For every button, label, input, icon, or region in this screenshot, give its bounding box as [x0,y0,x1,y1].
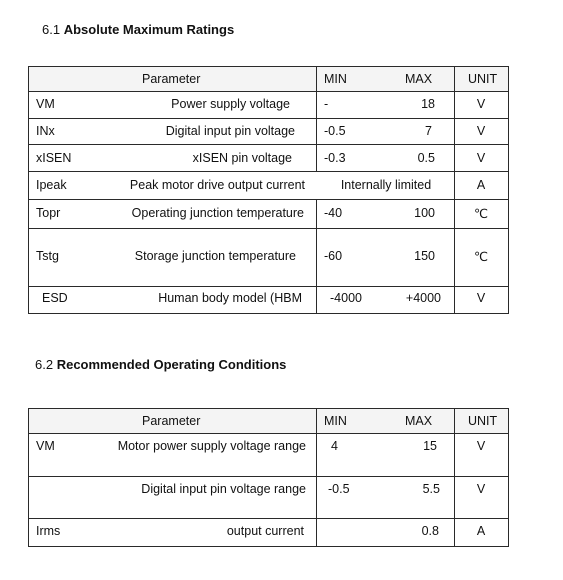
header-parameter: Parameter [142,72,201,86]
row-unit: V [476,291,486,305]
row-parameter: Human body model (HBM [158,291,302,305]
row-parameter: Peak motor drive output current [129,178,305,192]
row-parameter: Power supply voltage [171,97,290,111]
header-unit: UNIT [468,414,498,428]
row-unit: V [476,97,486,111]
row-max: 7 [425,124,432,138]
row-symbol: VM [36,439,55,453]
row-symbol: ESD [42,291,68,305]
row-max: +4000 [405,291,441,305]
header-min: MIN [324,414,347,428]
row-symbol: Tstg [36,249,59,263]
row-symbol: xISEN [36,151,72,165]
row-min-max-merged: Internally limited [340,178,432,192]
row-unit: V [476,124,486,138]
row-max: 5.5 [422,482,440,496]
recommended-conditions-table [28,408,509,547]
row-min: 4 [331,439,338,453]
header-max: MAX [405,72,433,86]
header-unit: UNIT [468,72,498,86]
row-max: 150 [414,249,435,263]
row-parameter: output current [226,524,304,538]
row-parameter: Digital input pin voltage [165,124,295,138]
row-unit: ℃ [473,250,489,264]
row-symbol: Topr [36,206,61,220]
section-number: 6.1 [42,22,61,37]
row-parameter: Operating junction temperature [131,206,304,220]
row-symbol: VM [36,97,55,111]
row-parameter: Digital input pin voltage range [141,482,306,496]
row-symbol: Irms [36,524,61,538]
row-unit: A [476,524,486,538]
row-max: 0.8 [421,524,439,538]
section-title: Absolute Maximum Ratings [63,22,235,37]
row-max: 18 [421,97,435,111]
row-min: -40 [324,206,343,220]
abs-max-ratings-table [28,66,509,314]
row-max: 100 [414,206,435,220]
row-symbol: INx [36,124,55,138]
row-unit: ℃ [473,207,489,221]
row-unit: V [476,439,486,453]
section-heading-abs-max [42,22,234,37]
section-title: Recommended Operating Conditions [56,357,287,372]
row-symbol: Ipeak [36,178,67,192]
header-parameter: Parameter [142,414,201,428]
section-heading-recommended [35,357,286,372]
row-unit: A [476,178,486,192]
row-min: -60 [324,249,343,263]
section-number: 6.2 [35,357,54,372]
row-min: -0.5 [328,482,350,496]
row-unit: V [476,482,486,496]
header-min: MIN [324,72,347,86]
row-max: 0.5 [417,151,435,165]
row-min: -0.5 [324,124,346,138]
row-parameter: Motor power supply voltage range [117,439,306,453]
row-max: 15 [423,439,437,453]
row-unit: V [476,151,486,165]
row-min: -0.3 [324,151,346,165]
row-min: -4000 [330,291,362,305]
header-max: MAX [405,414,433,428]
row-min: - [324,97,329,111]
row-parameter: Storage junction temperature [134,249,296,263]
row-parameter: xISEN pin voltage [192,151,292,165]
